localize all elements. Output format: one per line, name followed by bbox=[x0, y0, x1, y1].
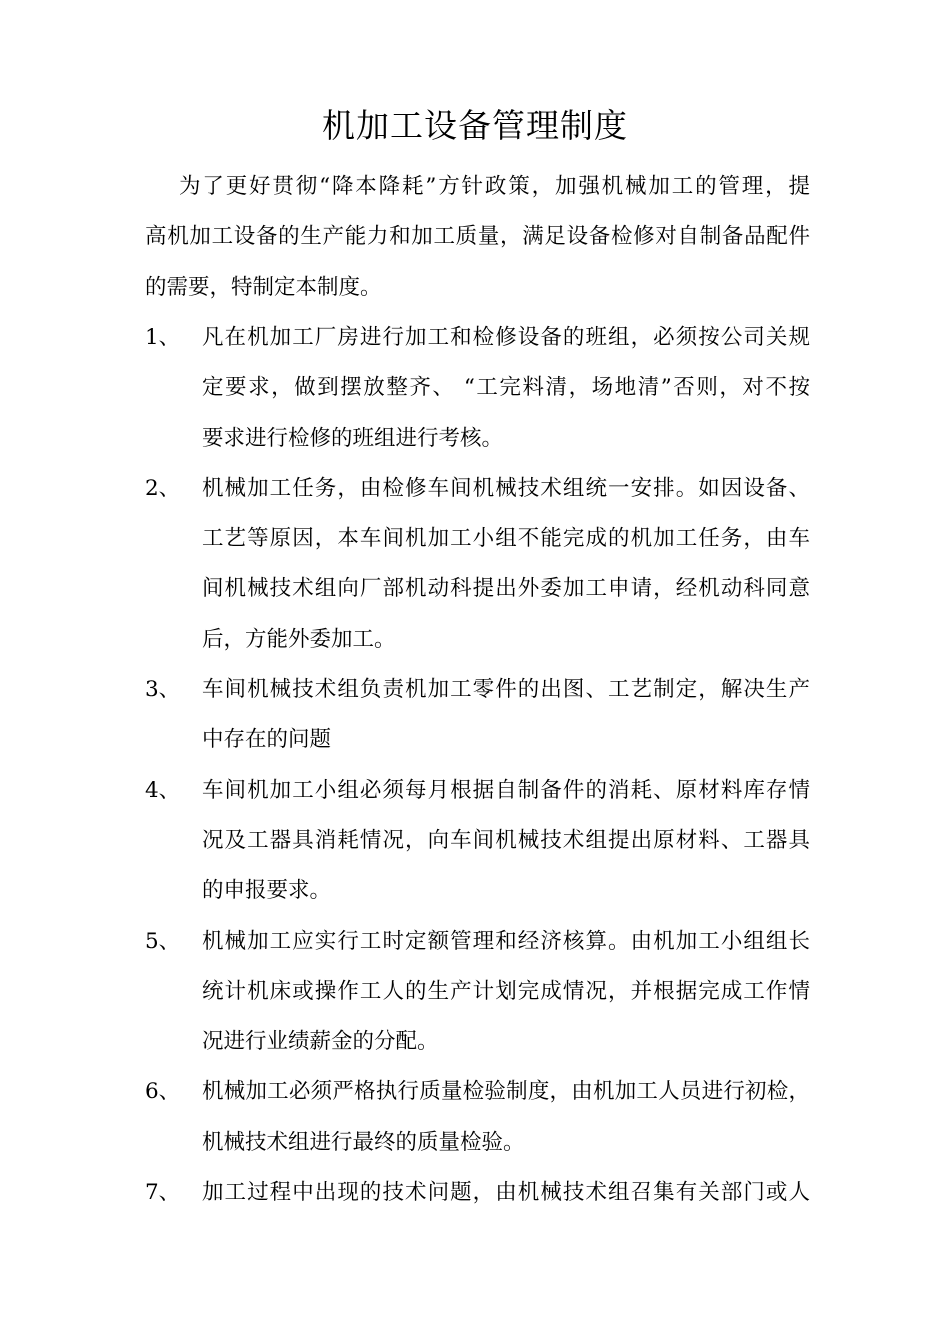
item-line: 机械加工必须严格执行质量检验制度，由机加工人员进行初检， bbox=[202, 1079, 810, 1105]
item-number: 2、 bbox=[145, 475, 181, 501]
item-line: 凡在机加工厂房进行加工和检修设备的班组，必须按公司关规 bbox=[202, 325, 810, 350]
item-line: 加工过程中出现的技术问题，由机械技术组召集有关部门或人 bbox=[202, 1180, 810, 1206]
item-line: 车间机械技术组负责机加工零件的出图、工艺制定，解决生产 bbox=[202, 677, 810, 703]
item-line: 工艺等原因，本车间机加工小组不能完成的机加工任务，由车 bbox=[202, 526, 810, 552]
item-line: 定要求，做到摆放整齐、 “工完料清，场地清”否则，对不按 bbox=[202, 375, 810, 401]
item-number: 3、 bbox=[145, 677, 181, 703]
list-item bbox=[145, 1168, 810, 1218]
item-body bbox=[202, 313, 810, 464]
item-body bbox=[202, 464, 810, 665]
item-line: 中存在的问题 bbox=[202, 727, 332, 753]
item-number: 1、 bbox=[145, 325, 181, 350]
item-line: 车间机加工小组必须每月根据自制备件的消耗、原材料库存情 bbox=[202, 777, 810, 803]
intro-line: 的需要，特制定本制度。 bbox=[145, 274, 382, 300]
intro-line: 为了更好贯彻“降本降耗”方针政策，加强机械加工的管理，提 bbox=[179, 174, 810, 199]
list-item bbox=[145, 665, 810, 766]
item-line: 况及工器具消耗情况，向车间机械技术组提出原材料、工器具 bbox=[202, 827, 810, 853]
item-line: 机械加工应实行工时定额管理和经济核算。由机加工小组组长 bbox=[202, 928, 810, 954]
list-item bbox=[145, 464, 810, 665]
intro-paragraph bbox=[145, 162, 810, 313]
item-number: 4、 bbox=[145, 777, 181, 803]
item-body bbox=[202, 1067, 810, 1168]
item-line: 统计机床或操作工人的生产计划完成情况，并根据完成工作情 bbox=[202, 978, 810, 1004]
item-line: 间机械技术组向厂部机动科提出外委加工申请，经机动科同意 bbox=[202, 576, 810, 602]
item-body bbox=[202, 665, 810, 766]
item-line: 的申报要求。 bbox=[202, 878, 332, 904]
item-number: 5、 bbox=[145, 928, 181, 954]
list-item bbox=[145, 1067, 810, 1168]
item-line: 要求进行检修的班组进行考核。 bbox=[202, 425, 504, 451]
item-line: 机械技术组进行最终的质量检验。 bbox=[202, 1129, 525, 1155]
document-title: 机加工设备管理制度 bbox=[322, 106, 628, 145]
intro-line: 高机加工设备的生产能力和加工质量，满足设备检修对自制备品配件 bbox=[145, 224, 810, 250]
item-number: 7、 bbox=[145, 1180, 181, 1206]
item-number: 6、 bbox=[145, 1079, 181, 1105]
item-line: 后，方能外委加工。 bbox=[202, 626, 396, 652]
list-item bbox=[145, 917, 810, 1068]
numbered-list bbox=[145, 313, 810, 1218]
item-body bbox=[202, 766, 810, 917]
item-body bbox=[202, 917, 810, 1068]
item-body bbox=[202, 1168, 810, 1218]
list-item bbox=[145, 766, 810, 917]
item-line: 机械加工任务，由检修车间机械技术组统一安排。如因设备、 bbox=[202, 475, 810, 501]
list-item bbox=[145, 313, 810, 464]
item-line: 况进行业绩薪金的分配。 bbox=[202, 1029, 439, 1055]
